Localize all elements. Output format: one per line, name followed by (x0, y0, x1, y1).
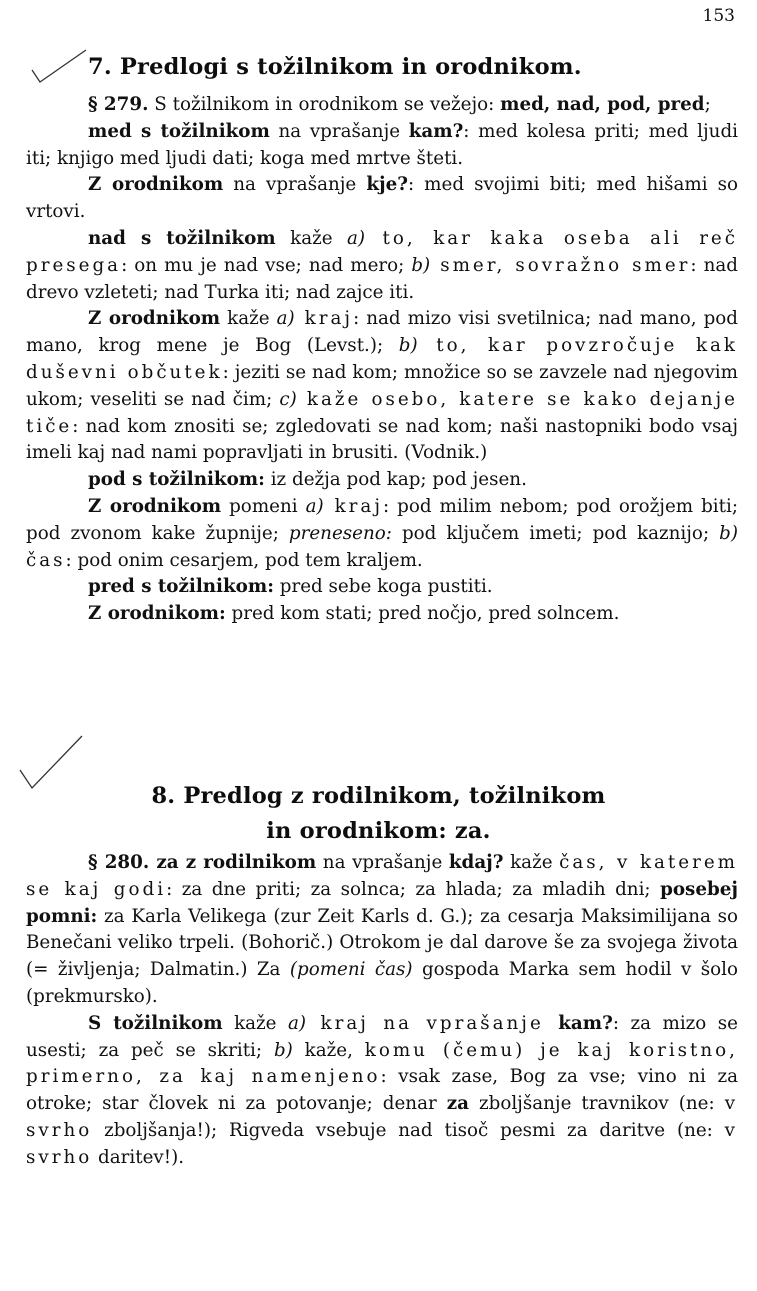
paragraph-med-orodnik: Z orodnikom na vprašanje kje?: med svojimi biti; med hišami so vrtovi. (26, 174, 738, 223)
paragraph-pod-tozilnik: pod s tožilnikom: iz dežja pod kap; pod jesen. (88, 469, 527, 491)
page-number: 153 (702, 6, 735, 26)
paragraph-pred-tozilnik: pred s tožilnikom: pred sebe koga pustiti. (88, 576, 493, 598)
paragraph-pred-orodnik: Z orodnikom: pred kom stati; pred nočjo, pred solncem. (88, 603, 620, 625)
section-8-heading: 8. Predlog z rodilnikom, tožilnikom in orodnikom: za. (151, 783, 606, 844)
paragraph-279: § 279. S tožilnikom in orodnikom se vežejo: med, nad, pod, pred; (88, 94, 711, 115)
section-8-body (26, 850, 738, 1172)
paragraph-nad-tozilnik: nad s tožilnikom kaže a) to, kar kaka oseba ali reč presega: on mu je nad vse; nad mero; b) smer, sovražno smer: nad drevo vzleteti; nad Turka iti; nad zajce iti. (26, 227, 738, 303)
section-7-heading: 7. Predlogi s tožilnikom in orodnikom. (88, 54, 582, 80)
paragraph-nad-orodnik: Z orodnikom kaže a) kraj: nad mizo visi svetilnica; nad mano, pod mano, krog mene je Bog (Levst.); b) to, kar povzročuje kak duševni občutek: jeziti se nad kom; množice so se zavzele nad njegovim ukom; veseliti se nad čim; c) kaže osebo, katere se kako dejanje tiče: nad kom znositi se; zgledovati se nad kom; naši nastopniki bodo vsaj imeli kaj nad nami popravljati in brusiti. (Vodnik.) (26, 308, 739, 464)
paragraph-280: § 280. za z rodilnikom na vprašanje kdaj? kaže čas, v katerem se kaj godi: za dne priti; za solnca; za hlada; za mladih dni; posebej pomni: za Karla Velikega (zur Zeit Karls d. G.); za cesarja Maksimilijana so Benečani veliko trpeli. (Bohorič.) Otrokom je dal darove še za svojega života (= življenja; Dalmatin.) Za (pomeni čas) gospoda Marka sem hodil v šolo (prekmursko). (26, 852, 739, 1007)
pencil-checkmark-icon (30, 48, 90, 84)
paragraph-pod-orodnik: Z orodnikom pomeni a) kraj: pod milim nebom; pod orožjem biti; pod zvonom kake župnije; preneseno: pod ključem imeti; pod kaznijo; b) čas: pod onim cesarjem, pod tem kraljem. (26, 495, 738, 571)
paragraph-med-tozilnik: med s tožilnikom na vprašanje kam?: med kolesa priti; med ljudi iti; knjigo med ljudi dati; koga med mrtve šteti. (26, 120, 738, 169)
paragraph-za-tozilnik: S tožilnikom kaže a) kraj na vprašanje kam?: za mizo se usesti; za peč se skriti; b) kaže, komu (čemu) je kaj koristno, primerno, za kaj namenjeno: vsak zase, Bog za vse; vino ni za otroke; star človek ni za potovanje; denar za zboljšanje travnikov (ne: v svrho zboljšanja!); Rigveda vsebuje nad tisoč pesmi za daritve (ne: v svrho daritev!). (26, 1012, 739, 1168)
section-7-body (26, 92, 738, 628)
